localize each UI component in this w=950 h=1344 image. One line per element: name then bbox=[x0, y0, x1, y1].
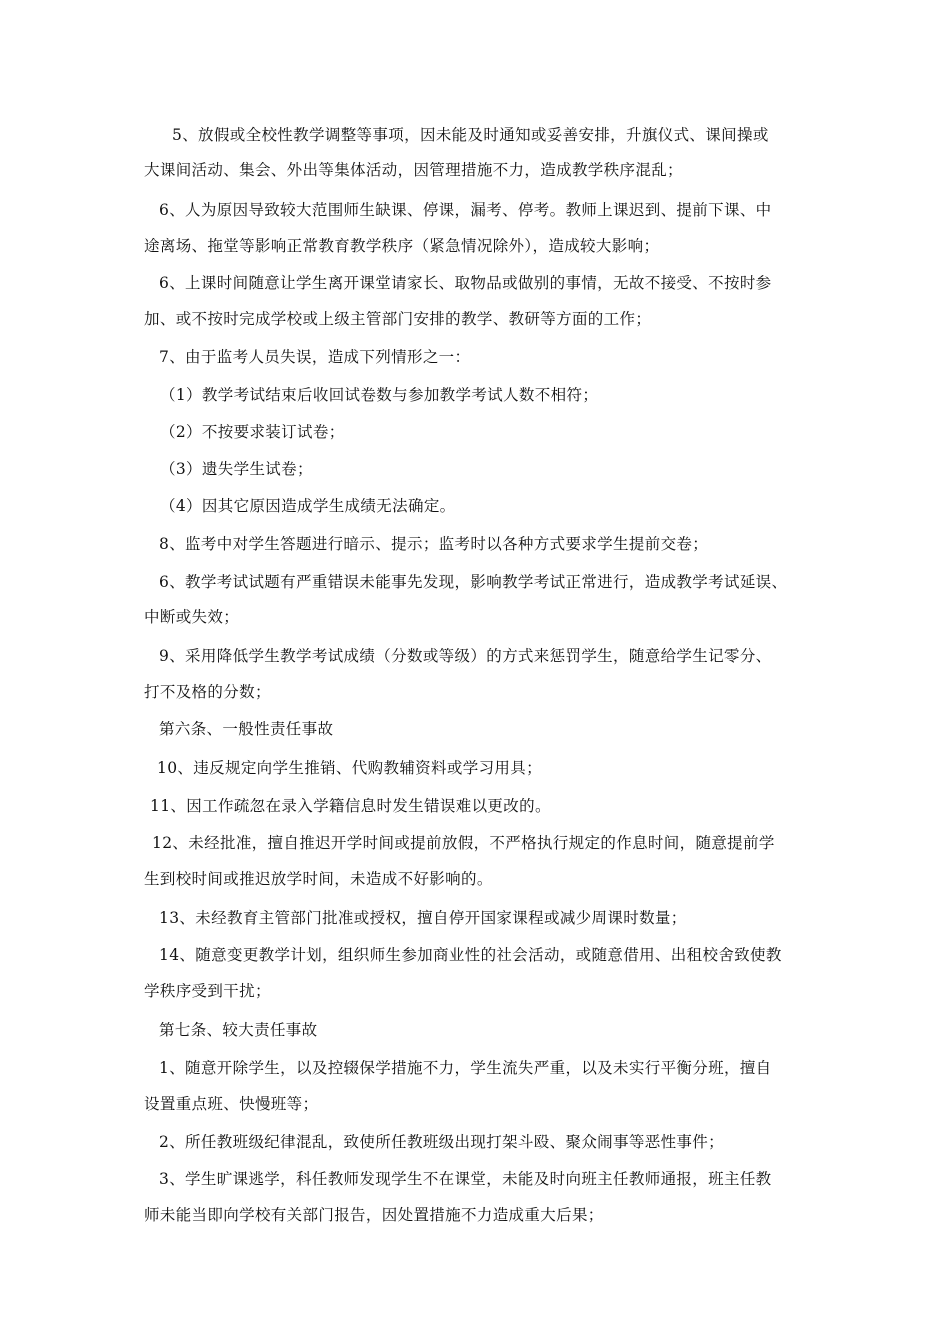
paragraph-6b-line-2: 加、或不按时完成学校或上级主管部门安排的教学、教研等方面的工作； bbox=[144, 310, 652, 328]
list-item-2: （2）不按要求装订试卷； bbox=[160, 423, 345, 441]
paragraph-14-line-2: 学秩序受到干扰； bbox=[144, 982, 271, 1000]
section-heading-6: 第六条、一般性责任事故 bbox=[159, 720, 334, 738]
item-3-line-1: 3、学生旷课逃学，科任教师发现学生不在课堂，未能及时向班主任教师通报，班主任教 bbox=[159, 1170, 772, 1188]
paragraph-5-line-2: 大课间活动、集会、外出等集体活动，因管理措施不力，造成教学秩序混乱； bbox=[144, 161, 683, 179]
paragraph-11-line: 11、因工作疏忽在录入学籍信息时发生错误难以更改的。 bbox=[150, 797, 551, 815]
paragraph-14-line-1: 14、随意变更教学计划，组织师生参加商业性的社会活动，或随意借用、出租校舍致使教 bbox=[159, 946, 782, 964]
paragraph-6a-line-1: 6、人为原因导致较大范围师生缺课、停课，漏考、停考。教师上课迟到、提前下课、中 bbox=[159, 201, 772, 219]
item-1-line-2: 设置重点班、快慢班等； bbox=[144, 1095, 319, 1113]
paragraph-9-line-1: 9、采用降低学生教学考试成绩（分数或等级）的方式来惩罚学生，随意给学生记零分、 bbox=[159, 647, 772, 665]
paragraph-6b-line-1: 6、上课时间随意让学生离开课堂请家长、取物品或做别的事情，无故不接受、不按时参 bbox=[159, 274, 772, 292]
paragraph-9-line-2: 打不及格的分数； bbox=[144, 683, 271, 701]
paragraph-5-line-1: 5、放假或全校性教学调整等事项，因未能及时通知或妥善安排，升旗仪式、课间操或 bbox=[172, 126, 769, 144]
paragraph-10-line: 10、违反规定向学生推销、代购教辅资料或学习用具； bbox=[157, 759, 542, 777]
paragraph-7-line: 7、由于监考人员失误，造成下列情形之一： bbox=[159, 348, 471, 366]
list-item-3: （3）遗失学生试卷； bbox=[160, 460, 313, 478]
paragraph-12-line-1: 12、未经批准，擅自推迟开学时间或提前放假，不严格执行规定的作息时间，随意提前学 bbox=[152, 834, 775, 852]
section-heading-7: 第七条、较大责任事故 bbox=[159, 1021, 318, 1039]
item-3-line-2: 师未能当即向学校有关部门报告，因处置措施不力造成重大后果； bbox=[144, 1206, 604, 1224]
paragraph-12-line-2: 生到校时间或推迟放学时间，未造成不好影响的。 bbox=[144, 870, 493, 888]
item-1-line-1: 1、随意开除学生，以及控辍保学措施不力，学生流失严重，以及未实行平衡分班，擅自 bbox=[159, 1059, 772, 1077]
list-item-4: （4）因其它原因造成学生成绩无法确定。 bbox=[160, 497, 456, 515]
paragraph-6c-line-2: 中断或失效； bbox=[144, 608, 240, 626]
paragraph-13-line: 13、未经教育主管部门批准或授权，擅自停开国家课程或减少周课时数量； bbox=[159, 909, 687, 927]
item-2-line: 2、所任教班级纪律混乱，致使所任教班级出现打架斗殴、聚众闹事等恶性事件； bbox=[159, 1133, 724, 1151]
paragraph-6c-line-1: 6、教学考试试题有严重错误未能事先发现，影响教学考试正常进行，造成教学考试延误、 bbox=[159, 573, 788, 591]
paragraph-8-line: 8、监考中对学生答题进行暗示、提示；监考时以各种方式要求学生提前交卷； bbox=[159, 535, 709, 553]
list-item-1: （1）教学考试结束后收回试卷数与参加教学考试人数不相符； bbox=[160, 386, 599, 404]
paragraph-6a-line-2: 途离场、拖堂等影响正常教育教学秩序（紧急情况除外），造成较大影响； bbox=[144, 237, 660, 255]
